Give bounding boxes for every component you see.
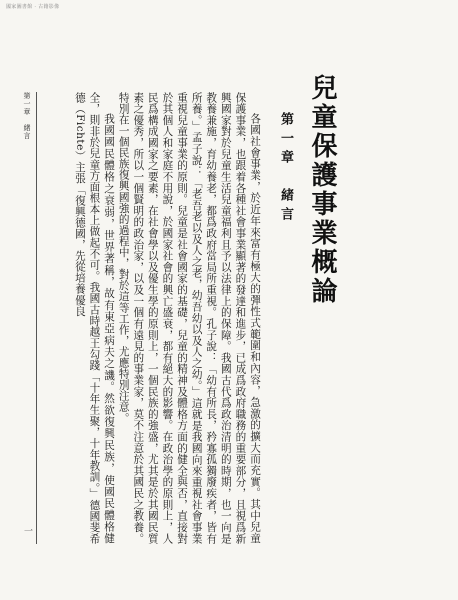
paragraph-1: 各國社會事業，於近年來富有極大的彈性式範圍和內容，急激的擴大而充實。其中兒童保護事業，也跟着各種社會事業顯著的發達和進步，已成爲政府職務的重要部分，且視爲新興國家對於兒童生活兒童福利且予以法律上的保障。我國古代爲政治清明的時期，也一向是教養兼施，育幼養老，都爲政府當局所重視。孔子說：「幼有所長，矜寡孤獨廢疾者，皆有所養。」孟子說：「老吾老以及人之老，幼吾幼以及人之幼。」這就是我國向來重視社會事業重視兒童事業的原則。兒童是社會國家的基礎，兒童的精神及體格方面的健全與否，直接對於其個人和家庭不用說，於國家社會的興亡盛衰，都有絕大的影響。在政治學的原則上，人民爲構成國家之要素，在社會學以及優生學的原則上，一個民族的強盛，尤其是於其國民質素之優秀，所以一個賢明的政治家，以及一個有遠見的事業家，莫不注意於其國民之教養。特別在一個民族復興國強的過程中，對於這等工作，尤應特別注意。 <box>117 92 261 544</box>
paragraph-2: 我國國民體格之衰弱，世界著稱，故有東亞病夫之譏。然欲復興民族，使國民體格健全，則非於兒童方面根本上做起不可。我國古時越王勾踐「十年生聚，十年教訓。」德國斐希德（Fichte）主張「復興德國，先從培養優良 <box>73 92 116 544</box>
source-watermark: 國家圖書館 · 古籍影像 <box>6 4 60 10</box>
book-title: 兒童保護事業概論 <box>307 74 337 306</box>
body-text <box>50 92 262 544</box>
page-number: 一 <box>24 527 34 537</box>
running-head: 第一章 緒言 <box>23 92 31 140</box>
margin-rule <box>36 92 37 544</box>
chapter-heading: 第一章 緒言 <box>278 112 293 226</box>
